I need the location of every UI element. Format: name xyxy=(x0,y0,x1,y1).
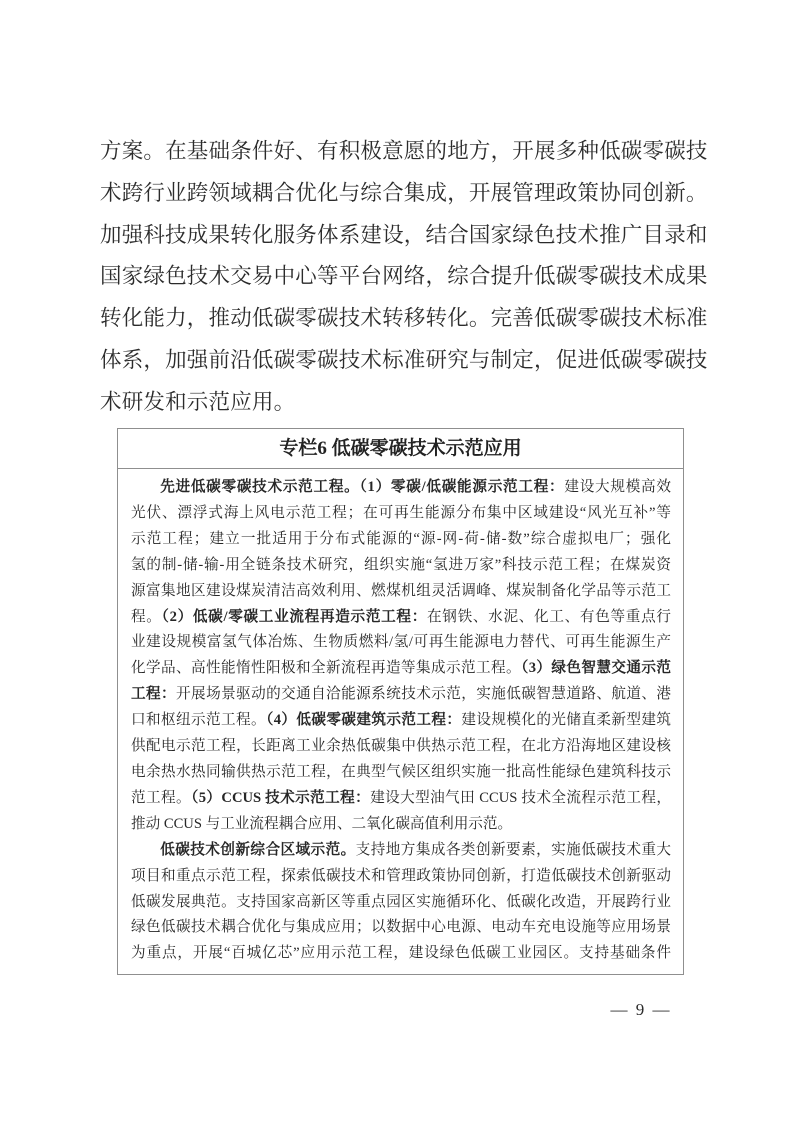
text-line xyxy=(131,915,671,941)
text-segment: 源富集地区建设煤炭清洁高效利用、燃煤机组灵活调峰、煤炭制备化学品等示范工 xyxy=(131,582,671,599)
bold-text-segment: （5）CCUS 技术示范工程： xyxy=(191,789,371,806)
text-segment: 口和枢纽示范工程。 xyxy=(131,712,266,729)
callout-box xyxy=(117,428,684,975)
text-line xyxy=(131,890,671,916)
text-segment: 绿色低碳技术耦合优化与集成应用；以数据中心电源、电动车充电设施等应用场景 xyxy=(131,919,671,936)
text-segment: 术研发和示范应用。 xyxy=(100,389,296,414)
text-segment: 体系，加强前沿低碳零碳技术标准研究与制定，促进低碳零碳技 xyxy=(100,347,708,372)
text-segment: 建设规模化的光储直柔新型建筑 xyxy=(461,712,671,729)
text-segment: 为重点，开展“百城亿芯”应用示范工程，建设绿色低碳工业园区。支持基础条件 xyxy=(131,945,671,962)
text-line xyxy=(131,630,671,656)
text-line xyxy=(131,475,671,501)
bold-text-segment: 工程： xyxy=(131,686,177,703)
text-line xyxy=(100,256,707,298)
text-line xyxy=(131,553,671,579)
page-number: — 9 — xyxy=(610,1000,672,1019)
bold-text-segment: 先进低碳零碳技术示范工程。（1）零碳/低碳能源示范工程： xyxy=(160,479,565,495)
text-line xyxy=(100,340,707,382)
bold-text-segment: （2）低碳/零碳工业流程再造示范工程： xyxy=(161,608,428,625)
text-segment: 方案。在基础条件好、有积极意愿的地方，开展多种低碳零碳技 xyxy=(100,139,708,163)
text-line xyxy=(100,382,707,424)
body-text xyxy=(100,131,707,424)
text-line xyxy=(131,527,671,553)
text-line xyxy=(131,501,671,527)
text-line xyxy=(131,605,671,631)
text-segment: 程。 xyxy=(131,608,162,625)
text-segment: 加强科技成果转化服务体系建设，结合国家绿色技术推广目录和 xyxy=(100,222,708,247)
text-segment: 项目和重点示范工程，探索低碳技术和管理政策协同创新，打造低碳技术创新驱动 xyxy=(131,867,671,884)
text-segment: 低碳发展典范。支持国家高新区等重点园区实施循环化、低碳化改造，开展跨行业 xyxy=(131,893,671,910)
text-segment: 在钢铁、水泥、化工、有色等重点行 xyxy=(427,608,671,625)
text-segment: 建设大规模高效 xyxy=(564,479,671,495)
text-segment: 业建设规模富氢气体冶炼、生物质燃料/氢/可再生能源电力替代、可再生能源生产 xyxy=(131,634,671,651)
text-line xyxy=(100,173,707,215)
text-segment: 国家绿色技术交易中心等平台网络，综合提升低碳零碳技术成果 xyxy=(100,264,708,289)
text-segment: 电余热水热同输供热示范工程，在典型气候区组织实施一批高性能绿色建筑科技示 xyxy=(131,763,671,780)
text-segment: 光伏、漂浮式海上风电示范工程；在可再生能源分布集中区域建设“风光互补”等 xyxy=(131,504,671,521)
text-line xyxy=(100,298,707,340)
text-segment: 支持地方集成各类创新要素，实施低碳技术重大 xyxy=(355,841,671,858)
text-line xyxy=(100,215,707,257)
text-segment: 建设大型油气田 CCUS 技术全流程示范工程， xyxy=(370,789,671,806)
text-line xyxy=(131,708,671,734)
text-segment: 范工程。 xyxy=(131,789,191,806)
bold-text-segment: （4）低碳零碳建筑示范工程： xyxy=(266,712,462,729)
text-line xyxy=(100,131,707,173)
text-segment: 开展场景驱动的交通自洽能源系统技术示范，实施低碳智慧道路、航道、港 xyxy=(176,686,671,703)
text-line xyxy=(131,579,671,605)
text-line xyxy=(131,812,671,838)
text-line xyxy=(131,941,671,967)
text-segment: 氢的制-储-输-用全链条技术研究，组织实施“氢进万家”科技示范工程；在煤炭资 xyxy=(131,556,671,573)
text-segment: 术跨行业跨领域耦合优化与综合集成，开展管理政策协同创新。 xyxy=(100,180,708,205)
callout-box-title: 专栏6 低碳零碳技术示范应用 xyxy=(118,429,683,469)
text-line xyxy=(131,760,671,786)
text-segment: 供配电示范工程，长距离工业余热低碳集中供热示范工程，在北方沿海地区建设核 xyxy=(131,738,671,755)
bold-text-segment: （3）绿色智慧交通示范 xyxy=(521,660,671,677)
text-segment: 推动 CCUS 与工业流程耦合应用、二氧化碳高值利用示范。 xyxy=(131,815,513,832)
text-segment: 转化能力，推动低碳零碳技术转移转化。完善低碳零碳技术标准 xyxy=(100,306,708,331)
text-segment: 化学品、高性能惰性阳极和全新流程再造等集成示范工程。 xyxy=(131,660,521,677)
text-line xyxy=(131,864,671,890)
text-line xyxy=(131,656,671,682)
text-line xyxy=(131,734,671,760)
text-line xyxy=(131,786,671,812)
text-segment: 示范工程；建立一批适用于分布式能源的“源-网-荷-储-数”综合虚拟电厂；强化 xyxy=(131,530,671,547)
bold-text-segment: 低碳技术创新综合区域示范。 xyxy=(160,841,356,858)
callout-box-body xyxy=(118,469,683,974)
text-line xyxy=(131,838,671,864)
text-line xyxy=(131,682,671,708)
